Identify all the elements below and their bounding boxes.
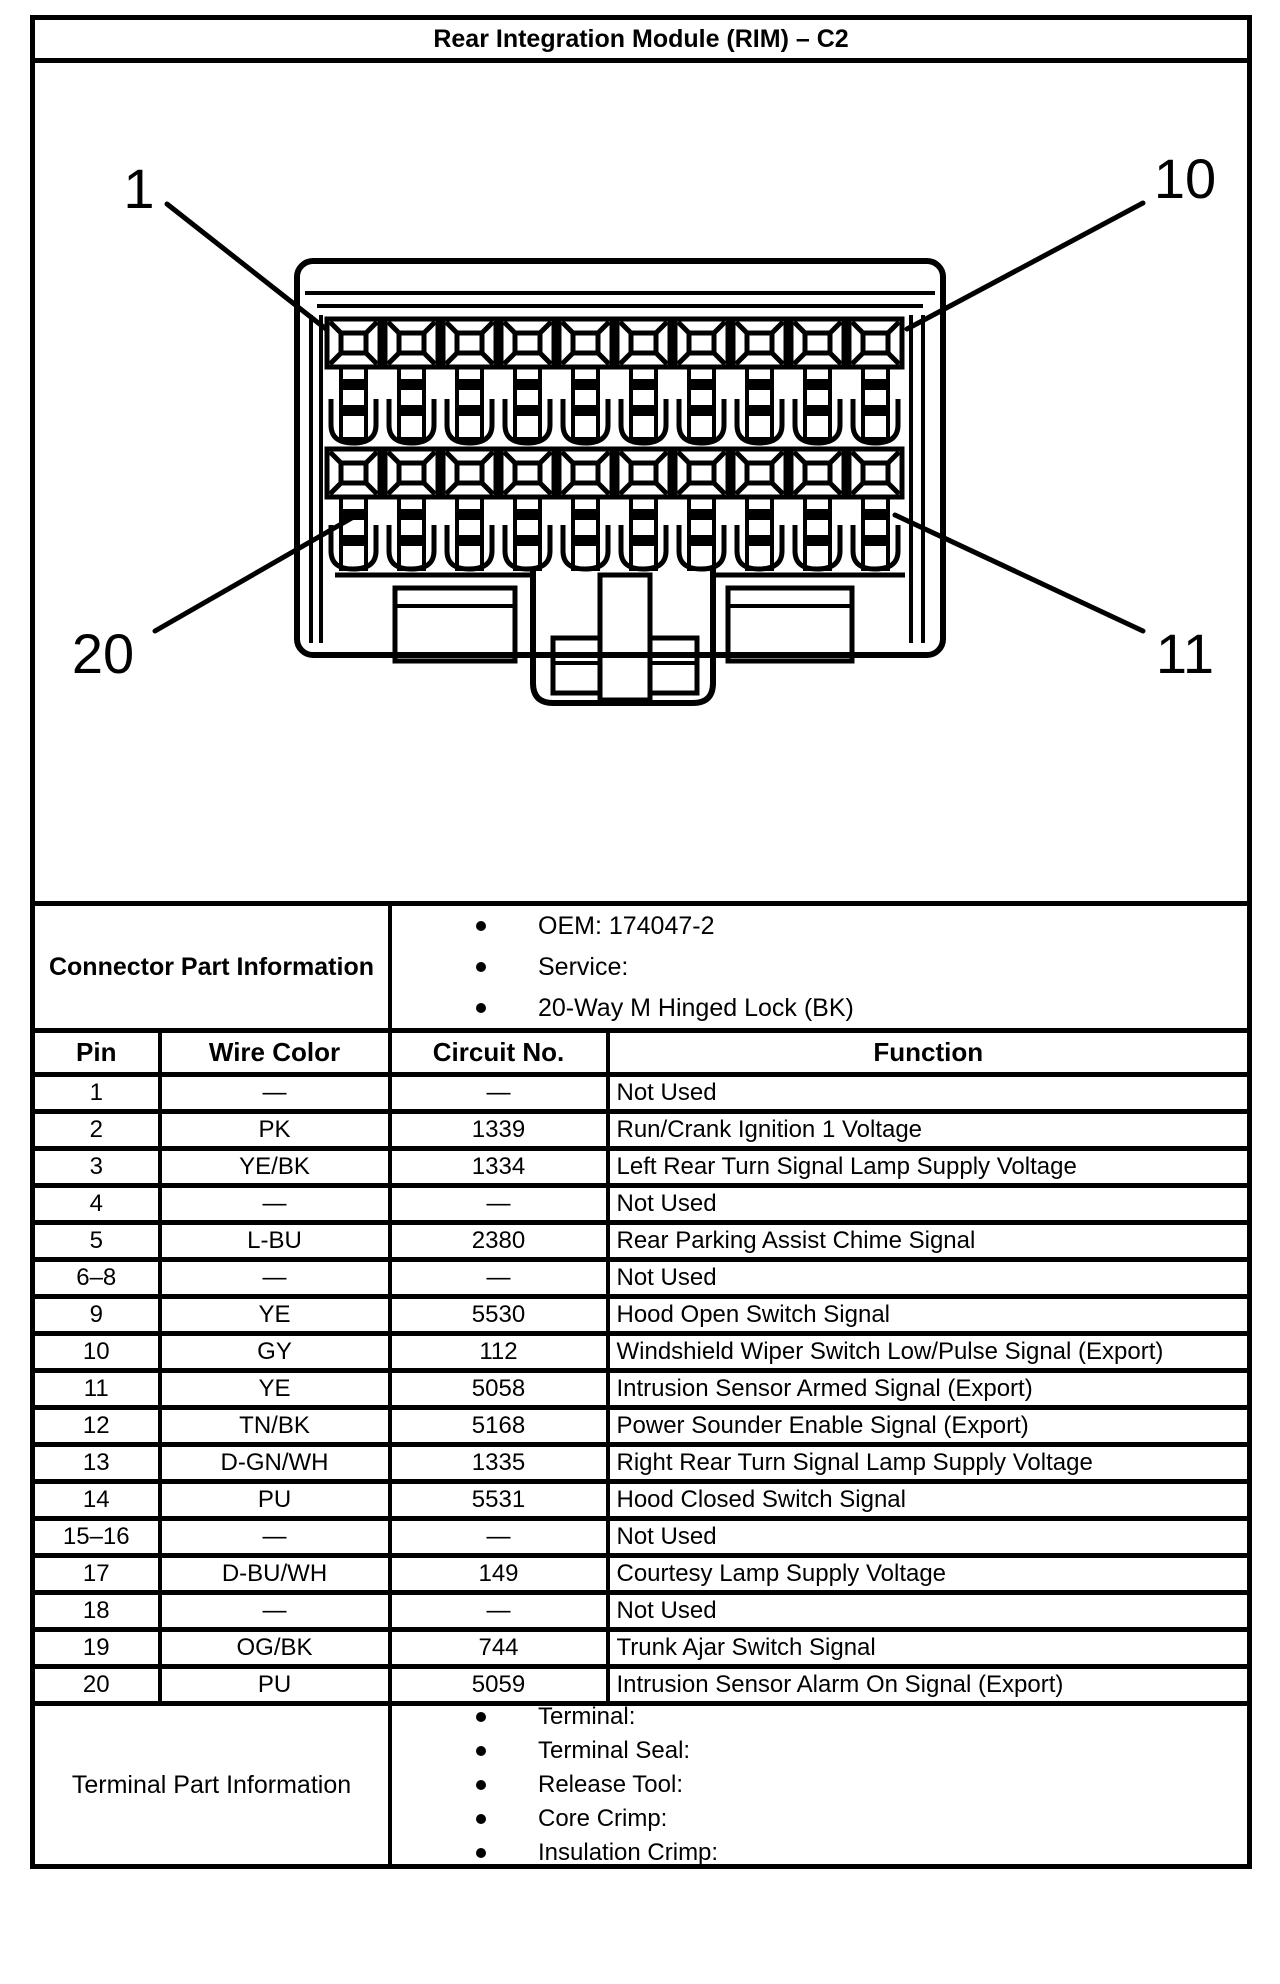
list-item xyxy=(476,1703,1247,1731)
pin-cell: 10 xyxy=(33,1334,160,1371)
pin-row-bottom xyxy=(327,449,902,569)
pinout-table xyxy=(30,1028,1252,1706)
table-row xyxy=(33,1223,1250,1260)
circuit-no-cell: — xyxy=(390,1260,608,1297)
wire-color-cell: — xyxy=(160,1075,390,1112)
function-cell: Intrusion Sensor Armed Signal (Export) xyxy=(608,1371,1250,1408)
callout-label-pin1: 1 xyxy=(123,157,155,220)
pin-cell: 2 xyxy=(33,1112,160,1149)
list-item-text: Terminal: xyxy=(538,1703,636,1730)
circuit-no-cell: 1334 xyxy=(390,1149,608,1186)
connector-sheet xyxy=(30,15,1252,1869)
table-row xyxy=(33,1667,1250,1704)
pin-row-top xyxy=(327,319,902,443)
wire-color-cell: D-GN/WH xyxy=(160,1445,390,1482)
list-item xyxy=(476,953,1247,982)
function-cell: Left Rear Turn Signal Lamp Supply Voltage xyxy=(608,1149,1250,1186)
wire-color-cell: — xyxy=(160,1519,390,1556)
pin-cell: 18 xyxy=(33,1593,160,1630)
pin-cell: 1 xyxy=(33,1075,160,1112)
circuit-no-cell: — xyxy=(390,1075,608,1112)
list-item-text: Service: xyxy=(538,952,629,981)
list-item-text: Core Crimp: xyxy=(538,1805,668,1832)
table-row xyxy=(33,1593,1250,1630)
right-foot xyxy=(728,588,852,661)
circuit-no-cell: 1339 xyxy=(390,1112,608,1149)
list-item xyxy=(476,912,1247,941)
function-cell: Not Used xyxy=(608,1186,1250,1223)
connector-part-information-heading: Connector Part Information xyxy=(35,906,392,1028)
pin-cell: 5 xyxy=(33,1223,160,1260)
table-row xyxy=(33,1482,1250,1519)
pin-cell: 11 xyxy=(33,1371,160,1408)
table-row xyxy=(33,1075,1250,1112)
circuit-no-cell: 5531 xyxy=(390,1482,608,1519)
wire-color-cell: PU xyxy=(160,1482,390,1519)
pin-cell: 9 xyxy=(33,1297,160,1334)
circuit-no-cell: 1335 xyxy=(390,1445,608,1482)
bullet-icon xyxy=(476,1712,486,1722)
table-row xyxy=(33,1149,1250,1186)
callout-label-pin20: 20 xyxy=(71,622,135,685)
table-row xyxy=(33,1112,1250,1149)
list-item xyxy=(476,1771,1247,1799)
header-circuit-no: Circuit No. xyxy=(390,1031,608,1075)
pin-cell: 13 xyxy=(33,1445,160,1482)
table-row xyxy=(33,1630,1250,1667)
function-cell: Courtesy Lamp Supply Voltage xyxy=(608,1556,1250,1593)
list-item xyxy=(476,1737,1247,1765)
table-row xyxy=(33,1408,1250,1445)
function-cell: Not Used xyxy=(608,1075,1250,1112)
pin-cell: 14 xyxy=(33,1482,160,1519)
list-item-text: 20-Way M Hinged Lock (BK) xyxy=(538,993,854,1022)
list-item-text: Release Tool: xyxy=(538,1771,683,1798)
table-row xyxy=(33,1297,1250,1334)
bullet-icon xyxy=(476,1003,486,1013)
wire-color-cell: YE/BK xyxy=(160,1149,390,1186)
wire-color-cell: PK xyxy=(160,1112,390,1149)
bullet-icon xyxy=(476,1848,486,1858)
wire-color-cell: — xyxy=(160,1593,390,1630)
list-item-text: Insulation Crimp: xyxy=(538,1839,719,1866)
table-row xyxy=(33,1445,1250,1482)
wire-color-cell: GY xyxy=(160,1334,390,1371)
function-cell: Not Used xyxy=(608,1519,1250,1556)
housing-bottom-features xyxy=(335,571,905,703)
connector-diagram-box xyxy=(30,58,1252,906)
circuit-no-cell: 744 xyxy=(390,1630,608,1667)
circuit-no-cell: — xyxy=(390,1593,608,1630)
function-cell: Windshield Wiper Switch Low/Pulse Signal (Export) xyxy=(608,1334,1250,1371)
pin-cell: 6–8 xyxy=(33,1260,160,1297)
wire-color-cell: TN/BK xyxy=(160,1408,390,1445)
list-item-text: OEM: 174047-2 xyxy=(538,911,715,940)
wire-color-cell: OG/BK xyxy=(160,1630,390,1667)
wire-color-cell: YE xyxy=(160,1297,390,1334)
wire-color-cell: — xyxy=(160,1186,390,1223)
bullet-icon xyxy=(476,1780,486,1790)
table-row xyxy=(33,1519,1250,1556)
header-function: Function xyxy=(608,1031,1250,1075)
bullet-icon xyxy=(476,921,486,931)
circuit-no-cell: 5059 xyxy=(390,1667,608,1704)
function-cell: Hood Open Switch Signal xyxy=(608,1297,1250,1334)
connector-part-information-section xyxy=(30,901,1252,1033)
bullet-icon xyxy=(476,1814,486,1824)
function-cell: Intrusion Sensor Alarm On Signal (Export) xyxy=(608,1667,1250,1704)
function-cell: Power Sounder Enable Signal (Export) xyxy=(608,1408,1250,1445)
circuit-no-cell: 112 xyxy=(390,1334,608,1371)
list-item xyxy=(476,1839,1247,1867)
function-cell: Trunk Ajar Switch Signal xyxy=(608,1630,1250,1667)
circuit-no-cell: — xyxy=(390,1519,608,1556)
table-row xyxy=(33,1556,1250,1593)
function-cell: Right Rear Turn Signal Lamp Supply Voltage xyxy=(608,1445,1250,1482)
left-foot xyxy=(395,588,515,661)
callout-label-pin11: 11 xyxy=(1155,622,1215,685)
page-title: Rear Integration Module (RIM) – C2 xyxy=(30,15,1252,63)
pin-cell: 17 xyxy=(33,1556,160,1593)
wire-color-cell: YE xyxy=(160,1371,390,1408)
list-item xyxy=(476,994,1247,1023)
callout-label-pin10: 10 xyxy=(1153,147,1217,210)
callout-line-pin11 xyxy=(895,515,1143,631)
pin-cell: 20 xyxy=(33,1667,160,1704)
circuit-no-cell: 5530 xyxy=(390,1297,608,1334)
terminal-part-information-section xyxy=(30,1701,1252,1869)
terminal-part-information-heading: Terminal Part Information xyxy=(35,1706,392,1864)
wire-color-cell: L-BU xyxy=(160,1223,390,1260)
circuit-no-cell: 149 xyxy=(390,1556,608,1593)
header-wire-color: Wire Color xyxy=(160,1031,390,1075)
callout-line-pin20 xyxy=(155,515,357,631)
table-row xyxy=(33,1334,1250,1371)
bullet-icon xyxy=(476,962,486,972)
list-item xyxy=(476,1805,1247,1833)
function-cell: Not Used xyxy=(608,1593,1250,1630)
function-cell: Rear Parking Assist Chime Signal xyxy=(608,1223,1250,1260)
circuit-no-cell: — xyxy=(390,1186,608,1223)
table-header-row xyxy=(33,1031,1250,1075)
table-row xyxy=(33,1260,1250,1297)
pin-cell: 12 xyxy=(33,1408,160,1445)
circuit-no-cell: 5058 xyxy=(390,1371,608,1408)
function-cell: Not Used xyxy=(608,1260,1250,1297)
terminal-part-information-list xyxy=(392,1703,1247,1866)
table-row xyxy=(33,1371,1250,1408)
pin-cell: 15–16 xyxy=(33,1519,160,1556)
pin-cell: 19 xyxy=(33,1630,160,1667)
function-cell: Run/Crank Ignition 1 Voltage xyxy=(608,1112,1250,1149)
connector-face-diagram xyxy=(35,63,1247,901)
bullet-icon xyxy=(476,1746,486,1756)
wire-color-cell: — xyxy=(160,1260,390,1297)
latch-tongue xyxy=(600,575,650,700)
header-pin: Pin xyxy=(33,1031,160,1075)
function-cell: Hood Closed Switch Signal xyxy=(608,1482,1250,1519)
table-row xyxy=(33,1186,1250,1223)
list-item-text: Terminal Seal: xyxy=(538,1737,691,1764)
circuit-no-cell: 5168 xyxy=(390,1408,608,1445)
pin-cell: 4 xyxy=(33,1186,160,1223)
wire-color-cell: PU xyxy=(160,1667,390,1704)
wire-color-cell: D-BU/WH xyxy=(160,1556,390,1593)
connector-part-information-list xyxy=(392,906,1247,1028)
circuit-no-cell: 2380 xyxy=(390,1223,608,1260)
pin-cell: 3 xyxy=(33,1149,160,1186)
